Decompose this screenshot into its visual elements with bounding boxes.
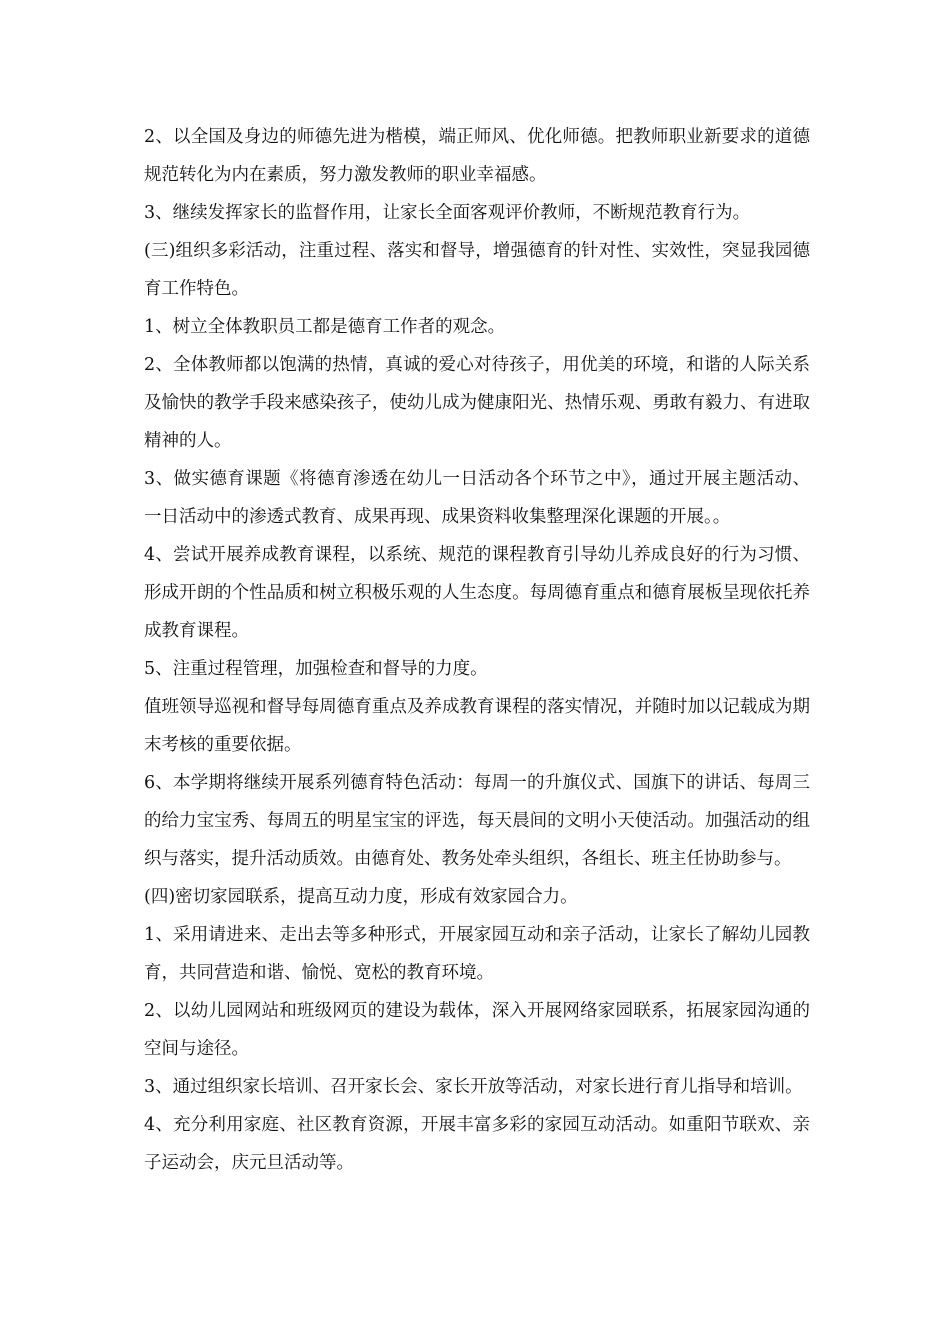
paragraph-6: 3、做实德育课题《将德育渗透在幼儿一日活动各个环节之中》，通过开展主题活动、一日活动中的渗透式教育、成果再现、成果资料收集整理深化课题的开展。。 bbox=[144, 469, 810, 527]
document-body bbox=[144, 118, 810, 1182]
section-heading-3: (三)组织多彩活动，注重过程、落实和督导，增强德育的针对性、实效性，突显我园德育工作特色。 bbox=[144, 241, 810, 299]
paragraph-10: 6、本学期将继续开展系列德育特色活动：每周一的升旗仪式、国旗下的讲话、每周三的给力宝宝秀、每周五的明星宝宝的评选，每天晨间的文明小天使活动。加强活动的组织与落实，提升活动质效。由德育处、教务处牵头组织，各组长、班主任协助参与。 bbox=[144, 773, 810, 869]
paragraph-2: 3、继续发挥家长的监督作用，让家长全面客观评价教师，不断规范教育行为。 bbox=[144, 203, 751, 223]
paragraph-4: 1、树立全体教职员工都是德育工作者的观念。 bbox=[144, 317, 506, 337]
paragraph-8: 5、注重过程管理，加强检查和督导的力度。 bbox=[144, 659, 488, 679]
paragraph-13: 2、以幼儿园网站和班级网页的建设为载体，深入开展网络家园联系，拓展家园沟通的空间与途径。 bbox=[144, 1001, 810, 1059]
paragraph-15: 4、充分利用家庭、社区教育资源，开展丰富多彩的家园互动活动。如重阳节联欢、亲子运动会，庆元旦活动等。 bbox=[144, 1115, 810, 1173]
section-heading-4: (四)密切家园联系，提高互动力度，形成有效家园合力。 bbox=[144, 887, 578, 907]
paragraph-14: 3、通过组织家长培训、召开家长会、家长开放等活动，对家长进行育儿指导和培训。 bbox=[144, 1077, 803, 1097]
paragraph-12: 1、采用请进来、走出去等多种形式，开展家园互动和亲子活动，让家长了解幼儿园教育，共同营造和谐、愉悦、宽松的教育环境。 bbox=[144, 925, 810, 983]
paragraph-5: 2、全体教师都以饱满的热情，真诚的爱心对待孩子，用优美的环境，和谐的人际关系及愉快的教学手段来感染孩子，使幼儿成为健康阳光、热情乐观、勇敢有毅力、有进取精神的人。 bbox=[144, 355, 810, 451]
paragraph-7: 4、尝试开展养成教育课程，以系统、规范的课程教育引导幼儿养成良好的行为习惯、形成开朗的个性品质和树立积极乐观的人生态度。每周德育重点和德育展板呈现依托养成教育课程。 bbox=[144, 545, 810, 641]
paragraph-9: 值班领导巡视和督导每周德育重点及养成教育课程的落实情况，并随时加以记载成为期末考核的重要依据。 bbox=[144, 697, 810, 755]
paragraph-1: 2、以全国及身边的师德先进为楷模，端正师风、优化师德。把教师职业新要求的道德规范转化为内在素质，努力激发教师的职业幸福感。 bbox=[144, 127, 810, 185]
